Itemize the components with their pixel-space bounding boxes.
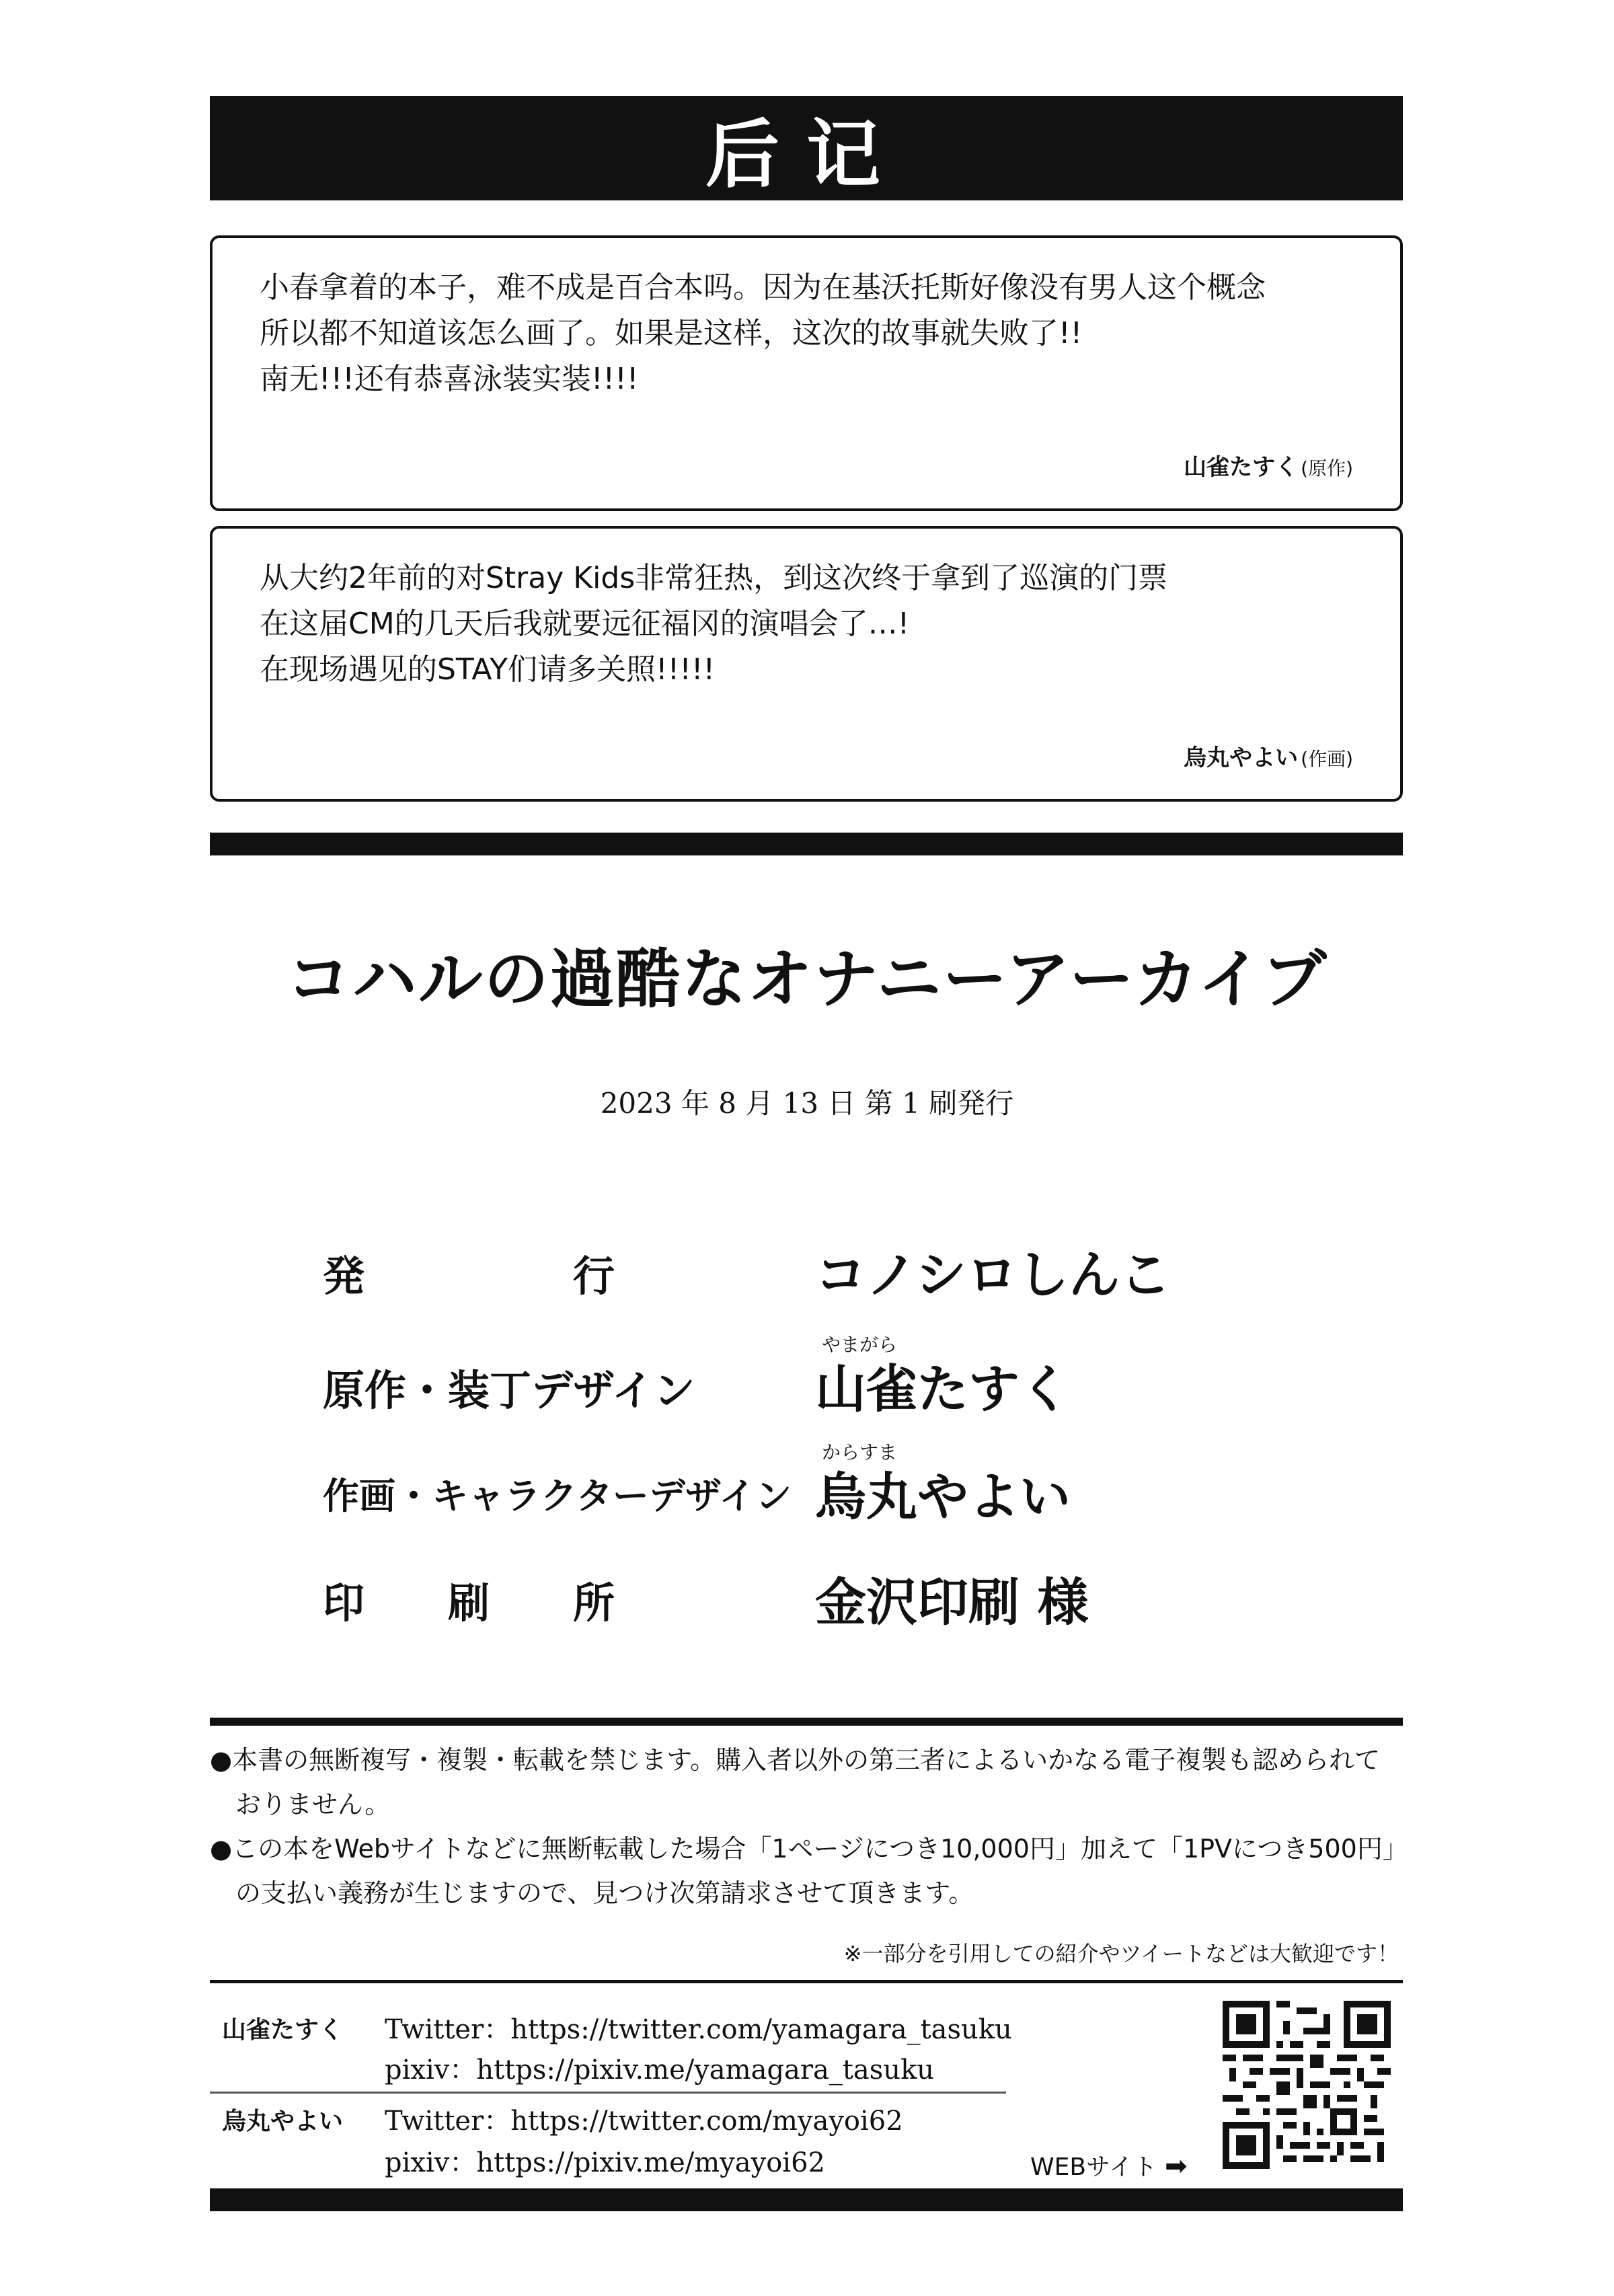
note-1-line-1: 小春拿着的本子，难不成是百合本吗。因为在基沃托斯好像没有男人这个概念 (260, 270, 1266, 305)
note-2-line-2: 在这届CM的几天后我就要远征福冈的演唱会了…! (260, 607, 910, 641)
book-title: コハルの過酷なオナニーアーカイブ (286, 942, 1328, 1017)
note-2-signature (1184, 739, 1353, 772)
credit-label-art-character-design: 作画・キャラクターデザイン (323, 1475, 792, 1517)
afterword-title-text: 后记 (705, 111, 907, 198)
notice-line-2: おりません。 (210, 1790, 391, 1819)
notice-line-4: の支払い義務が生じますので、見つけ次第請求させて頂きます。 (210, 1878, 974, 1908)
author-1-name: 山雀たすく (222, 2016, 344, 2044)
note-1-signature-role: (原作) (1301, 457, 1353, 480)
credit-ruby-original-design: やまがら (822, 1334, 898, 1356)
qr-code-icon[interactable] (1223, 2001, 1391, 2169)
note-1-line-2: 所以都不知道该怎么画了。如果是这样，这次的故事就失败了!! (260, 316, 1083, 350)
publication-date: 2023 年 8 月 13 日 第 1 刷発行 (600, 1087, 1014, 1120)
credit-label-original-design: 原作・装丁デザイン (323, 1366, 695, 1415)
notice-line-1: ●本書の無断複写・複製・転載を禁じます。購入者以外の第三者によるいかなる電子複製も認められて (210, 1745, 1381, 1775)
right-arrow-icon: ➡ (1164, 2151, 1188, 2182)
author-1-pixiv-link[interactable]: pixiv：https://pixiv.me/yamagara_tasuku (385, 2055, 935, 2085)
note-1-signature (1184, 449, 1353, 482)
credit-label-printer: 印 刷 所 (323, 1578, 615, 1628)
notice-top-rule (210, 1718, 1403, 1726)
credit-value-original-design: 山雀たすく (815, 1359, 1071, 1419)
notice-line-3: ●この本をWebサイトなどに無断転載した場合「1ページにつき10,000円」加えて「1PVにつき500円」 (210, 1834, 1408, 1864)
credit-value-publisher: コノシロしんこ (815, 1245, 1171, 1305)
bottom-rule (210, 2188, 1403, 2211)
author-2-twitter-link[interactable]: Twitter：https://twitter.com/myayoi62 (385, 2106, 903, 2137)
note-2-signature-role: (作画) (1301, 748, 1353, 770)
afterword-title (210, 96, 1403, 200)
notice-footnote: ※一部分を引用しての紹介やツイートなどは大歓迎です！ (843, 1941, 1399, 1966)
note-2-line-1: 从大约2年前的对Stray Kids非常狂热，到这次终于拿到了巡演的门票 (260, 561, 1168, 595)
note-1-line-3: 南无!!!还有恭喜泳装实装!!!! (260, 362, 639, 396)
links-divider (210, 2092, 1006, 2094)
author-2-name: 烏丸やよい (222, 2108, 344, 2135)
note-2-line-3: 在现场遇见的STAY们请多关照!!!!! (260, 652, 716, 687)
notice-block (210, 1738, 1408, 1915)
website-label-text: WEBサイト (1030, 2153, 1157, 2181)
note-2-signature-name: 烏丸やよい (1184, 744, 1299, 771)
website-label (1030, 2148, 1188, 2182)
credit-value-art-character-design: 烏丸やよい (815, 1467, 1071, 1527)
afterword-note-2 (210, 526, 1403, 802)
credit-value-printer: 金沢印刷 様 (815, 1572, 1089, 1632)
credit-ruby-art-character-design: からすま (822, 1441, 898, 1463)
author-1-twitter-link[interactable]: Twitter：https://twitter.com/yamagara_tasuku (385, 2014, 1012, 2045)
notice-bottom-rule (210, 1980, 1403, 1983)
note-1-signature-name: 山雀たすく (1184, 454, 1299, 481)
credit-label-publisher: 発 行 (323, 1252, 615, 1301)
afterword-note-1 (210, 235, 1403, 511)
author-2-pixiv-link[interactable]: pixiv：https://pixiv.me/myayoi62 (385, 2147, 825, 2178)
section-divider (210, 833, 1403, 855)
